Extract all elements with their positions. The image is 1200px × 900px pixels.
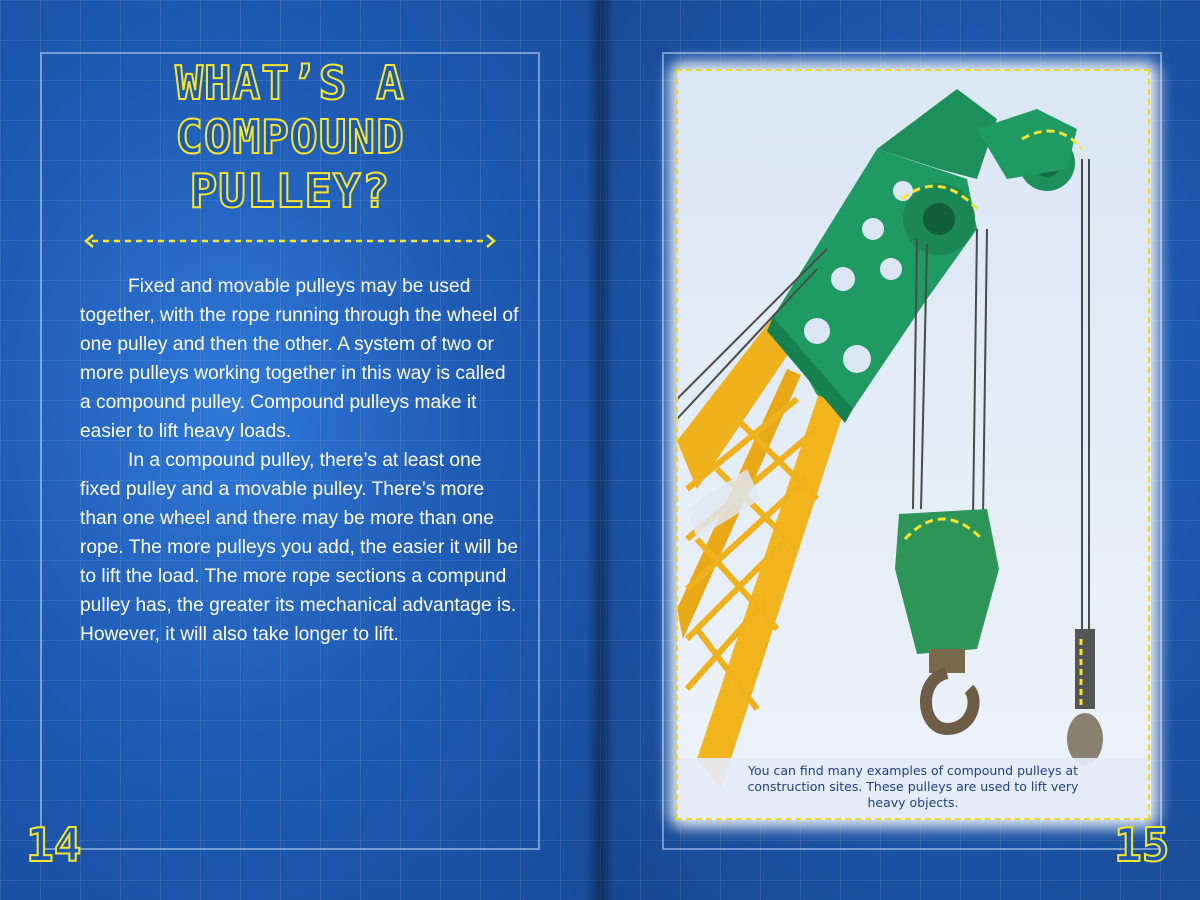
crane-photo xyxy=(677,69,1151,820)
title-line: COMPOUND xyxy=(175,110,405,164)
paragraph: Fixed and movable pulleys may be used together, with the rope running through the wheel of one pulley and then the other. A system of two or more pulleys working together in this way is called a compound pulley. Compound pulleys make it easier to lift heavy loads. xyxy=(80,276,519,442)
page-number-left: 14 xyxy=(26,818,82,872)
double-arrow-divider xyxy=(84,234,496,248)
photo-caption xyxy=(678,758,1148,818)
title-line: PULLEY? xyxy=(189,164,391,218)
book-gutter xyxy=(586,0,614,900)
paragraph: In a compound pulley, there’s at least one fixed pulley and a movable pulley. There’s more than one wheel and there may be more than one rope. The more pulleys you add, the easier it will be to lift the load. The more rope sections a compund pulley has, the greater its mechanical advantage is. However, it will also take longer to lift. xyxy=(80,450,518,645)
right-page xyxy=(600,0,1200,900)
crane-illustration xyxy=(677,69,1151,820)
page-title xyxy=(60,56,520,218)
page-number-right: 15 xyxy=(1114,818,1170,872)
title-line: WHAT’S A xyxy=(175,56,405,110)
caption-text: You can find many examples of compound pulleys at construction sites. These pulleys are used to lift very heavy objects. xyxy=(747,763,1079,810)
body-text xyxy=(80,272,520,649)
